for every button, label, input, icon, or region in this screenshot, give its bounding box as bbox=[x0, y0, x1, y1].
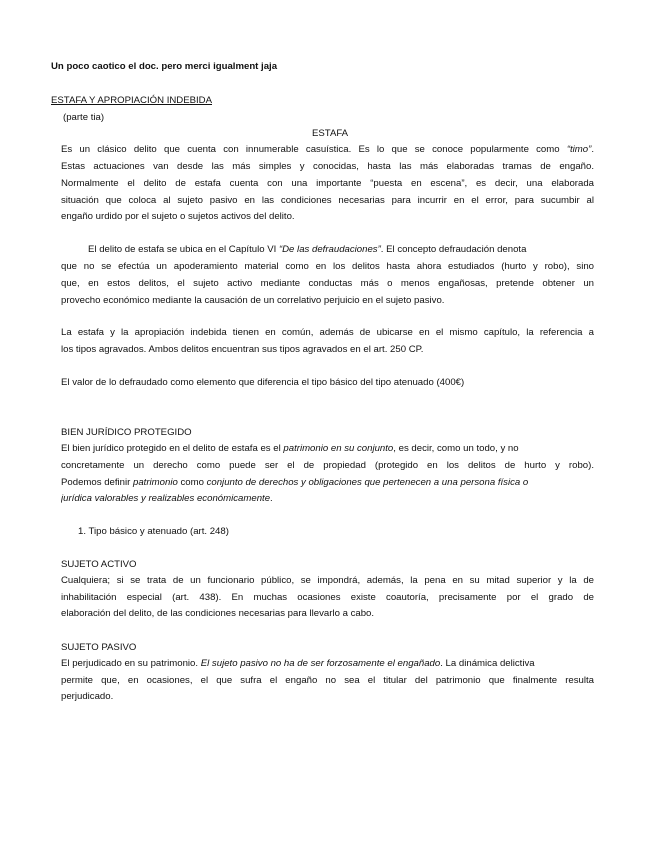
paragraph-line: Cualquiera; si se trata de un funcionario público, se impondrá, además, la pena en su mitad superior y la de bbox=[61, 575, 594, 586]
paragraph-line: jurídica valorables y realizables económicamente. bbox=[61, 493, 273, 504]
paragraph-line: Estas actuaciones van desde las más simples y conocidas, hasta las más elaboradas tramas de engaño. bbox=[61, 161, 594, 172]
paragraph-line: permite que, en ocasiones, el que sufra el engaño no sea el titular del patrimonio que finalmente resulta bbox=[61, 675, 594, 686]
paragraph-line: La estafa y la apropiación indebida tienen en común, además de ubicarse en el mismo capítulo, la referencia a bbox=[61, 327, 594, 338]
paragraph-line: los tipos agravados. Ambos delitos encuentran sus tipos agravados en el art. 250 CP. bbox=[61, 344, 424, 355]
list-item: 1. Tipo básico y atenuado (art. 248) bbox=[78, 526, 229, 537]
paragraph-line: que, en estos delitos, el sujeto activo mediante conductas más o menos engañosas, pretende obtener un bbox=[61, 278, 594, 289]
paragraph-line: elaboración del delito, de las condiciones necesarias para llevarlo a cabo. bbox=[61, 608, 375, 619]
paragraph-line: El valor de lo defraudado como elemento que diferencia el tipo básico del tipo atenuado (400€) bbox=[61, 377, 465, 388]
paragraph-line: Normalmente el delito de estafa cuenta con una importante “puesta en escena”, es decir, una elaborada bbox=[61, 178, 594, 189]
sujeto-pasivo-heading: SUJETO PASIVO bbox=[61, 642, 137, 653]
paragraph-line: que no se efectúa un apoderamiento material como en los delitos hasta ahora estudiados (hurto y robo), sino bbox=[61, 261, 594, 272]
section-heading: ESTAFA Y APROPIACIÓN INDEBIDA bbox=[51, 95, 213, 106]
paragraph-line: El bien jurídico protegido en el delito de estafa es el patrimonio en su conjunto, es decir, como un todo, y no bbox=[61, 443, 519, 454]
paragraph-line: concretamente un derecho como puede ser el de propiedad (protegido en los delitos de hurto y robo). bbox=[61, 460, 594, 471]
center-title: ESTAFA bbox=[312, 128, 349, 139]
paragraph-line: Podemos definir patrimonio como conjunto de derechos y obligaciones que pertenecen a una persona física o bbox=[61, 477, 529, 488]
note-line: Un poco caotico el doc. pero merci igualment jaja bbox=[51, 61, 278, 72]
paragraph-line: situación que coloca al sujeto pasivo en las condiciones necesarias para incurrir en el error, para sucumbir al bbox=[61, 195, 594, 206]
section-subheading: (parte tia) bbox=[63, 112, 105, 123]
paragraph-line: El delito de estafa se ubica en el Capítulo VI “De las defraudaciones”. El concepto defraudación denota bbox=[88, 244, 527, 255]
paragraph-line: inhabilitación especial (art. 438). En muchas ocasiones existe coautoría, precisamente por el grado de bbox=[61, 592, 594, 603]
paragraph-line: perjudicado. bbox=[61, 691, 114, 702]
sujeto-activo-heading: SUJETO ACTIVO bbox=[61, 559, 137, 570]
paragraph-line: engaño urdido por el sujeto o sujetos activos del delito. bbox=[61, 211, 295, 222]
bien-juridico-heading: BIEN JURÍDICO PROTEGIDO bbox=[61, 427, 192, 438]
paragraph-line: provecho económico mediante la causación de un correlativo perjuicio en el sujeto pasivo. bbox=[61, 295, 445, 306]
paragraph-line: Es un clásico delito que cuenta con innumerable casuística. Es lo que se conoce popularmente como “timo”. bbox=[61, 144, 594, 155]
paragraph-line: El perjudicado en su patrimonio. El sujeto pasivo no ha de ser forzosamente el engañado. La dinámica delictiva bbox=[61, 658, 535, 669]
